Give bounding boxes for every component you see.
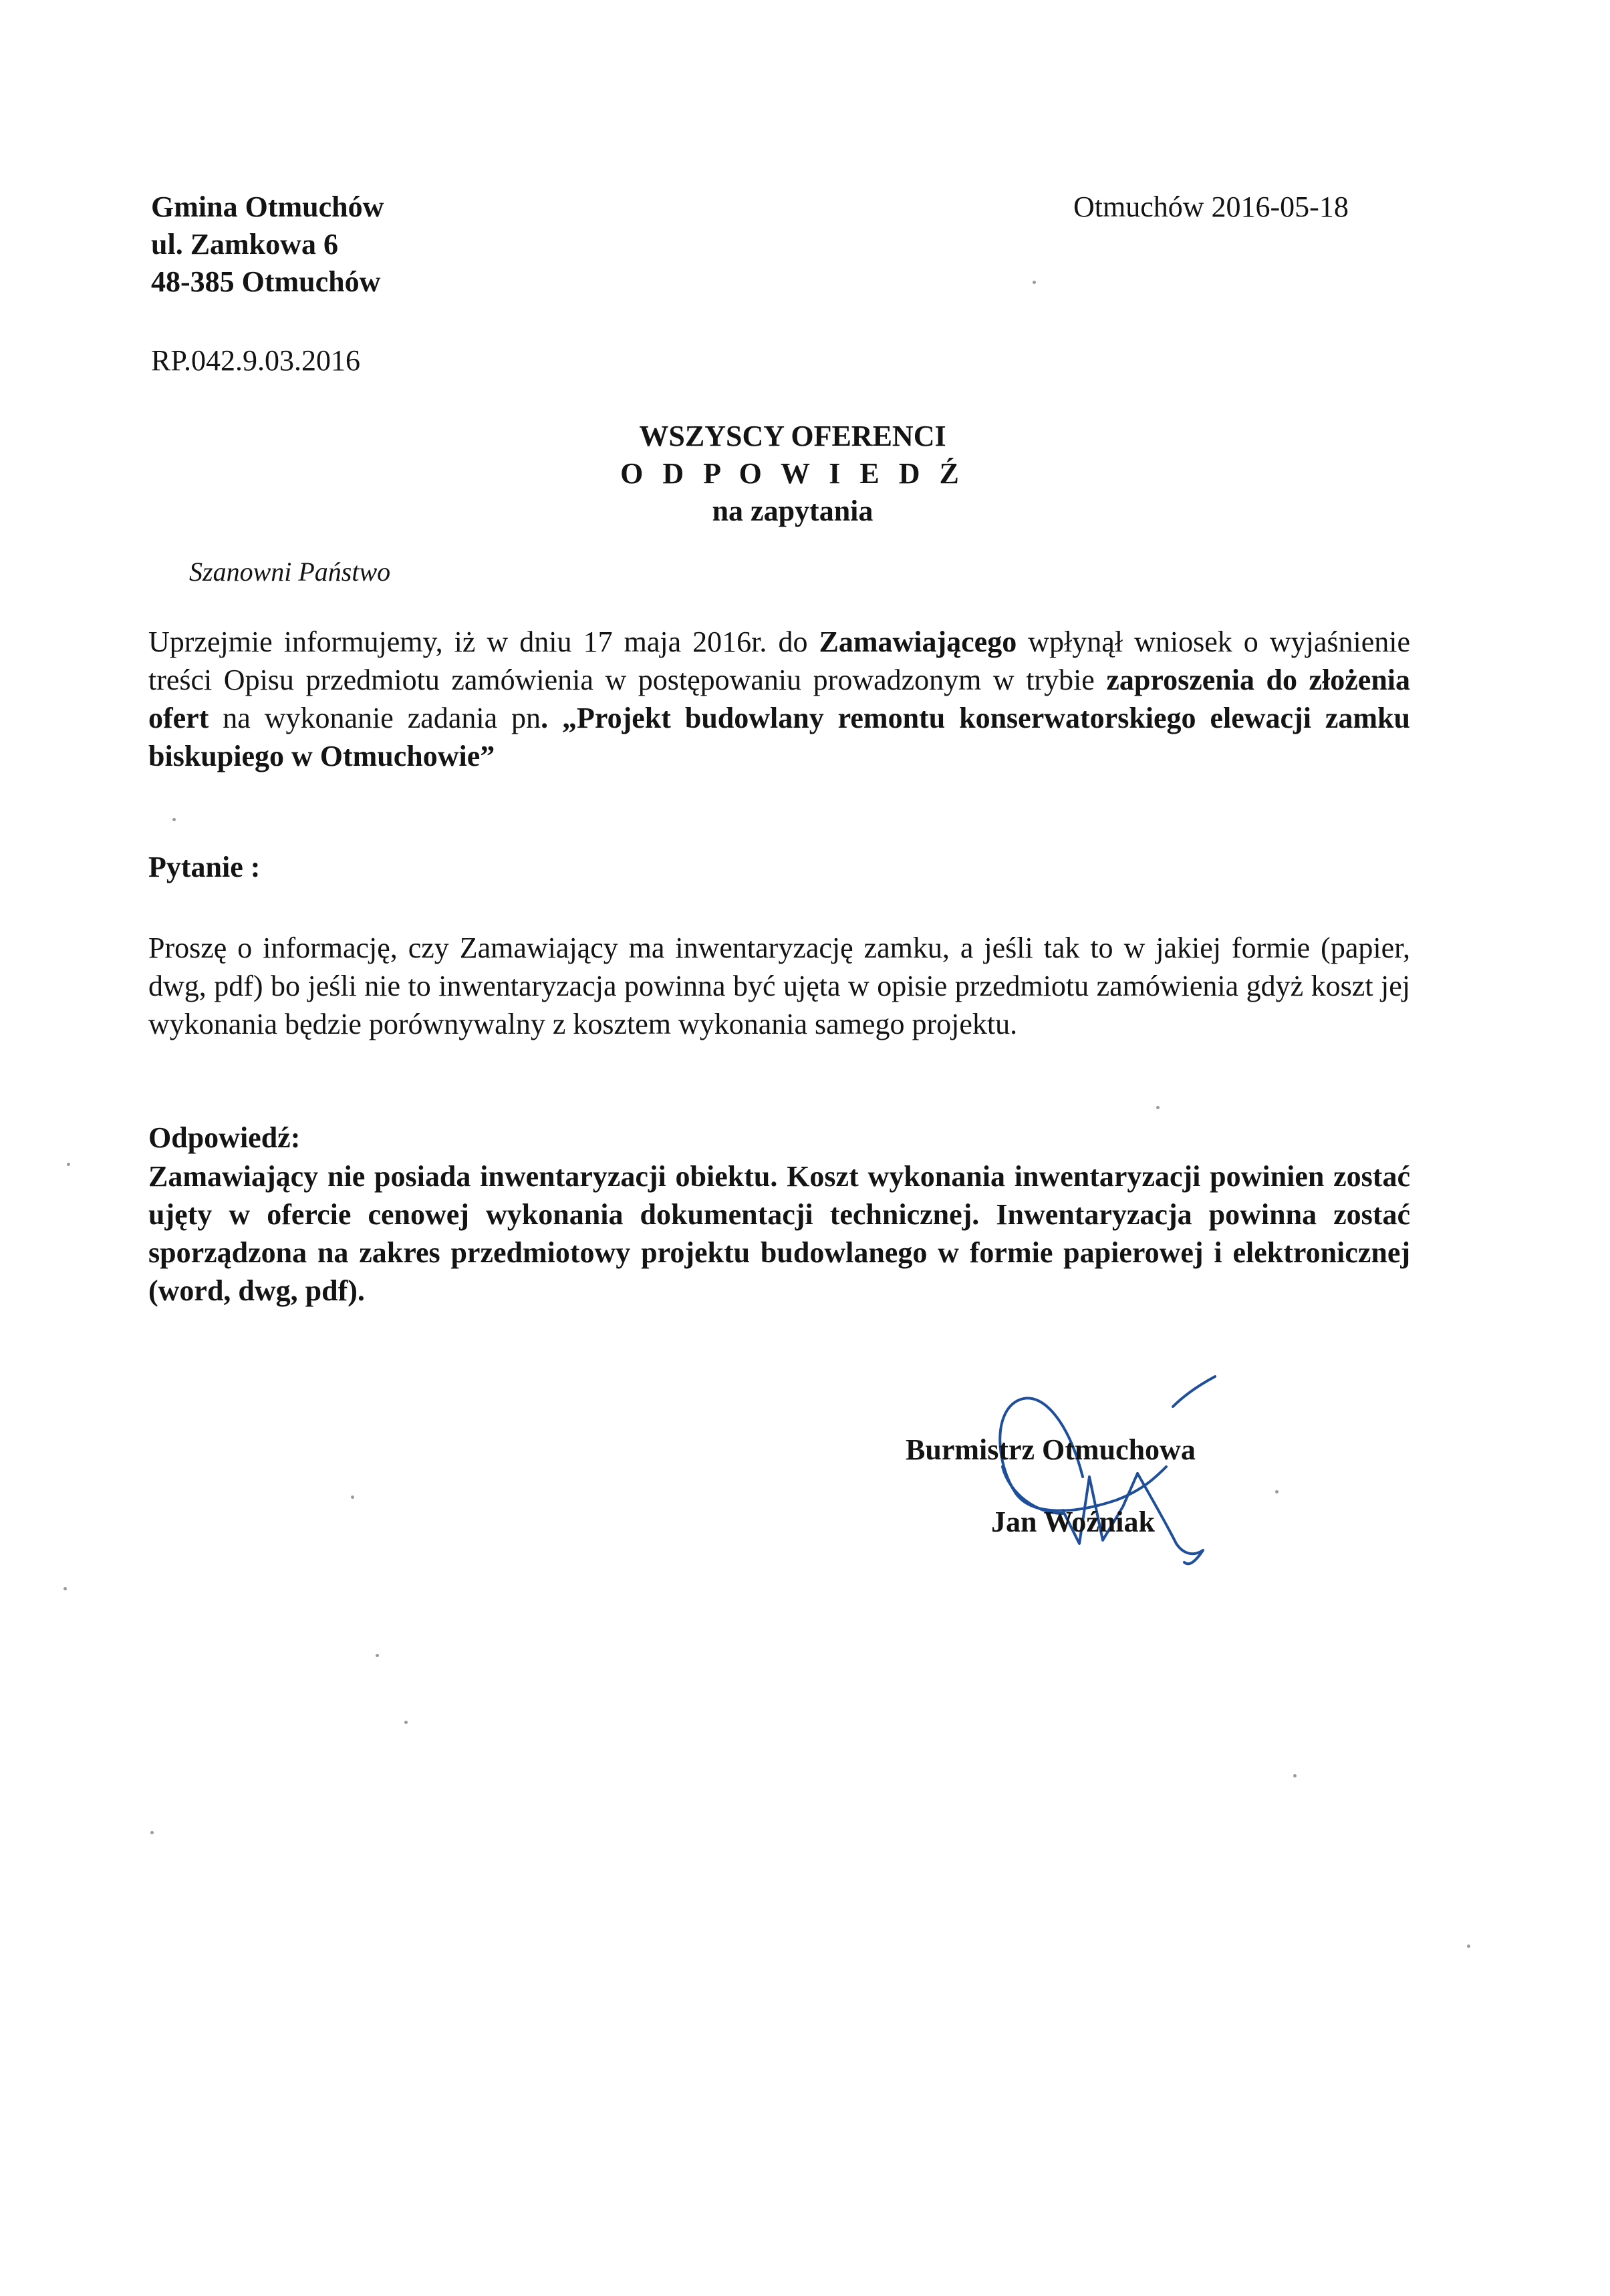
answer-text: Zamawiający nie posiada inwentaryzacji obiektu. Koszt wykonania inwentaryzacji powinien zostać ujęty w ofercie cenowej wykonania dokumentacji technicznej. Inwentaryzacja powinna zostać sporządzona na zakres przedmiotowy projektu budowlanego w formie papierowej i elektronicznej (word, dwg, pdf). [148,1160,1410,1307]
sender-name: Gmina Otmuchów [151,190,384,223]
scan-speck [150,1831,154,1834]
sender-city: 48-385 Otmuchów [151,265,381,298]
scan-speck [1033,281,1036,284]
reference-number: RP.042.9.03.2016 [151,344,360,377]
intro-paragraph [148,623,1410,775]
sender-address [151,188,384,301]
intro-bold-3: . „Projekt budowlany remontu konserwatorskiego elewacji zamku biskupiego w Otmuchowie” [148,702,1411,772]
answer-label: Odpowiedź: [148,1121,301,1154]
scan-speck [172,818,176,821]
scan-speck [1156,1106,1160,1109]
scan-speck [404,1721,408,1724]
greeting: Szanowni Państwo [189,557,391,587]
scan-speck [351,1495,354,1499]
letter-heading [559,418,1027,530]
intro-text-2: wpłynął wniosek o wyjaśnienie treści Opisu przedmiotu zamówienia w postępowaniu prowadzonym w trybie [148,625,1410,696]
signatory-title: Burmistrz Otmuchowa [906,1433,1196,1466]
intro-bold-2: zaproszenia do złożenia ofert [148,664,1411,734]
scan-speck [1293,1774,1297,1777]
recipients-line: WSZYSCY OFERENCI [639,420,946,452]
heading-title: O D P O W I E D Ź [620,457,965,490]
signatory-name: Jan Woźniak [991,1505,1155,1538]
scan-speck [67,1163,70,1166]
question-label: Pytanie : [148,851,261,883]
letter-date: Otmuchów 2016-05-18 [1073,190,1349,223]
intro-bold-1: Zamawiającego [819,625,1017,658]
question-text: Proszę o informację, czy Zamawiający ma inwentaryzację zamku, a jeśli tak to w jakiej formie (papier, dwg, pdf) bo jeśli nie to inwentaryzacja powinna być ujęta w opisie przedmiotu zamówienia gdyż koszt jej wykonania będzie porównywalny z kosztem wykonania samego projektu. [148,931,1410,1040]
heading-subtitle: na zapytania [712,494,874,527]
intro-text-1: Uprzejmie informujemy, iż w dniu 17 maja 2016r. do [148,625,819,658]
scan-speck [63,1587,67,1590]
intro-text-3: na wykonanie zadania pn [209,702,541,734]
scan-speck [376,1654,379,1657]
scan-speck [1467,1945,1470,1948]
sender-street: ul. Zamkowa 6 [151,228,338,261]
scan-speck [1275,1490,1279,1493]
